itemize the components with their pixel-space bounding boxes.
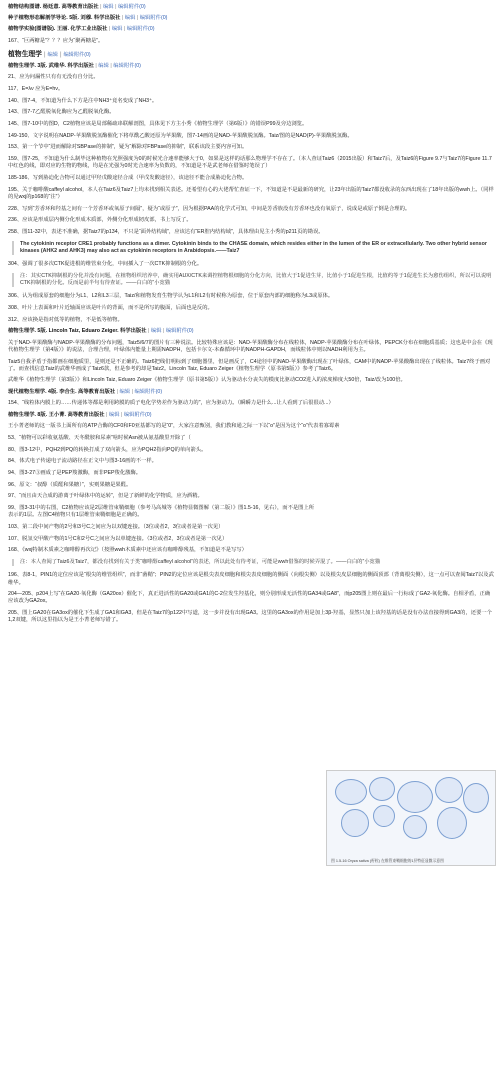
erratum-item: 306、认为组成原套的细胞分为L1、L2和L3三层，Taiz/和植物发育生物学认为L1和L2有时候称为原套，位于原套内部的细胞称为L3或原体。 [8, 293, 334, 300]
erratum-item: 304、强调了很多次CTK促进根的维管束分化，中间插入了一次CTK抑制根的分化。 [8, 261, 203, 268]
erratum-item: 195、关于咖啡酸caffeyl alcohol，本人在Taiz6及Taiz7上均未找到相关表述。还希望有心的大佬帮忙查证一下，不知道是不是最新的研究，让23年出版的Taiz7都没收录的东西出现在了18年出版的wwh上。（同样的见wxj的p168的“注”） [8, 186, 494, 200]
book-entry: 植物生理学. 3版. 武维华. 科学出版社 | 编辑 | 编辑附件(0) [8, 63, 141, 70]
edit-attachment-link[interactable]: 编辑附件(0) [123, 412, 152, 419]
edit-attachment-link[interactable]: 编辑附件(0) [165, 328, 194, 335]
erratum-item: 140、图7-4，不知道为什么下方是注中NH3⁺竟名变成了NH3⁺。 [8, 97, 158, 104]
erratum-item: 117、E=λν 应为E=hν。 [8, 85, 64, 92]
erratum-item: 145、图7-10中的图D，C2植物应该是局部稀疏串联解剖图，具体见下方主小秀《植物生理学（第6版）》的错误P99及旁边浏览。 [8, 121, 308, 128]
edit-link[interactable]: 编辑 [111, 26, 123, 33]
erratum-item: 167、“巨两糖是”？？？应为“聚两糖是”。 [8, 37, 104, 44]
section-title: 植物生理学 | 编辑 | 编辑附件(0) [8, 50, 91, 58]
edit-link[interactable]: 编辑 [47, 51, 58, 58]
erratum-item: 308、叶片上表面和叶片近轴面应该是叶片的背面，而不是所写的腹面，后面也是反的。 [8, 304, 213, 311]
erratum-item: 258、图11-32中，表述不准确，据Taiz7的p134，不只是“面外结构域”，应该达有“ER腔内结构域”，具体理由见主小秀的p211页的勘误。 [8, 229, 324, 236]
erratum-item: 21、应为问漏性只有有无没有自分比。 [8, 74, 99, 81]
book-entry: 植物生理学. 5版. Lincoln Taiz, Eduaro Zeiger. 科学出版社 | 编辑 | 编辑附件(0) [8, 328, 194, 335]
erratum-item: 84、体式电子传递电子流动路径在正文中与图3-16画的不一样。 [8, 458, 157, 465]
micrograph-image [326, 770, 496, 866]
erratum-item: 103、第二段中间产物的2号和3号C之间应为以双键连接。（3位或者2，3位或者是第一次见） [8, 524, 224, 531]
cell-shape [403, 815, 427, 839]
erratum-item: 159、图7-25，不知道为什么制毕这种植物在光照强度为0的时候光合速率能够大于0，如果是这样的话那么物理学不存在了。（本人查证Taiz6（2015出版）和Taiz7后，及Taiz6的Figure 9.7与Taiz7的Figure 11.7中红色的线，即对应的生物的物线，均是在光强为0时光合速率为负数的，不知道是不是武老师在借鉴时笔误了） [8, 156, 492, 170]
cell-shape [341, 809, 369, 837]
erratum-item: 185-186、写到胁迫化合物可以通过甲羟戊酸途径合成（甲戊发酸途径），该途径不能合成胁迫化合物。 [8, 175, 248, 182]
erratum-item: 99、图3-31中的右图，C2植物应该是2层维管束鞘细胞（参考马高城等《植物显微图解（第二版）》图1.5-16，见右），而不是图上所表示的1层。左图C4植物只有1层维管束鞘细胞是正确的。 [8, 505, 315, 519]
blockquote: 注：其实CTK抑制根的分化并没有问题，在植物组织培养中，确实用AUX/CTK来调控植物根细胞的分化方向，比值大于1促进生芽，比值小于1促进生根，比值约等于1促进生长为愈伤组织，所以可以说明CTK抑制根的分化。反而是前半句有待查证。——白白的”小宽猫 [12, 273, 495, 287]
edit-attachment-link[interactable]: 编辑附件(0) [134, 389, 163, 396]
erratum-item: 153、第一个节中“进而解除对SBPase的抑制”，疑为“解除对FBPase的抑制”，联系该段主要内容可知。 [8, 144, 248, 151]
cell-shape [373, 805, 395, 827]
erratum-item: 204—205、p204上写“在GA20·氧化酶（GA20ox）催化下，真正进活性的GA20或GA1的C-2位发生羟基化，则分别形成无活性的GA34或GA8”，而p205图上则在最后一行标成了GA2-氧化酶。自相矛盾，正确应该改为GA2ox。 [8, 591, 491, 605]
paragraph: Taiz5自我矛盾于指都画在细胞质里，是则还是不正确的。Taiz6把线们明标到了细胞器里，但是画反了，C4途径中的NAD-苹果酸酶出现在了叶绿体，CAM中的NADP-苹果酸酶出现在了线粒体。Taiz7终于画对了。而查找信息Taiz的武维华画成了Taiz6款，但是参考的却是Taiz2。Lincoln Taiz, Eduaro Zeiger《植物生理学（原书第5版）》参考了Taiz6。 [8, 358, 491, 372]
erratum-item: 94、图3-27③画成了是PEP羧激酶，而非PEP羧化激酶。 [8, 470, 142, 477]
figure-caption: 图 1.5-16 Oryza sativa (籽粒) 在维管束鞘细胞的1层特征显微示意图 [331, 858, 444, 863]
edit-attachment-link[interactable]: 编辑附件(0) [63, 51, 91, 58]
cell-shape [437, 807, 467, 839]
paragraph: 关于NAD-苹果酸酶与NADP-苹果酸酶的分布问题，Taiz5/6/7的图片有三种说法。比较特殊应该是：NAD-苹果酸酶分布在线粒体，NADP-苹果酸酶分布在叶绿体，PEPCK分布在细胞质基质；这也是中会在《现代植物生理学（第4版）》的说法，合理合理，叶绿体内能量上期需NADPH，包括卡尔文-本森循环中的NADPH-GAPDH，而线粒体中则以NADH利用为主。 [8, 339, 493, 353]
cell-shape [335, 779, 367, 805]
edit-link[interactable]: 编辑 [150, 328, 162, 335]
edit-attachment-link[interactable]: 编辑附件(0) [139, 15, 168, 22]
edit-link[interactable]: 编辑 [108, 412, 120, 419]
erratum-item: 53、“植物可以彩收氨基酸、天冬酰胺和尿素”啥时候Asn被从氨基酸里开除了（ [8, 434, 191, 441]
erratum-item: 107、脱氢交甲酸产物的1号C和2号C之间应为以单键连接。（3位或者2，3位或者是第一次见） [8, 535, 228, 542]
edit-attachment-link[interactable]: 编辑附件(0) [126, 26, 155, 33]
erratum-item: 80、图3-12中，PQH2到PQ的转换打成了双向箭头，应为PQH2指向PQ的单向箭头。 [8, 446, 207, 453]
erratum-item: 236、应该是形成层内侧分化形成木质部，外侧分化形成韧皮部，书上写反了。 [8, 217, 192, 224]
erratum-item: 154、“线粒体内膜上的……传递体等都是利用跨膜的质子电化学势差作为驱动力的”，应为驱动力。（瞬瞬力是什么...让人看到了后很很动...） [8, 400, 334, 407]
edit-attachment-link[interactable]: 编辑附件(0) [113, 63, 141, 70]
erratum-item: 149-150、文字说明在NADP-苹果酸脱氢酶催化下将草酰乙酸还原为苹果酸，图7-14画的是NAD-苹果酸脱氢酶。Taiz/图的是NAD(P)-苹果酸脱氢酶。 [8, 132, 353, 139]
erratum-item: 王小菁老师的这一版书上面所有的ATP合酶的CF0和F0亚基都写的是“0”，大家注意甄别，我们教和通之际一下以“o”是因为这个“o”代表着寡霉素 [8, 423, 340, 430]
edit-attachment-link[interactable]: 编辑附件(0) [117, 4, 146, 10]
book-entry: 种子植物形态解剖学导论. 5版. 刘穆. 科学出版社 | 编辑 | 编辑附件(0) [8, 15, 168, 22]
cell-shape [369, 777, 395, 801]
edit-link[interactable]: 编辑 [103, 4, 114, 10]
erratum-item: 196、表8-1，PIN1的定位应该是“根尖的维管组织”，而非“菌鞘”；PIN2的定位应该是根尖表皮细胞和根尖表皮细胞的侧面（向根尖侧）以及根尖皮层细胞的侧面顶部（背离根尖侧），这一点可以查阅Taiz7以及武维华。 [8, 572, 494, 586]
edit-link[interactable]: 编辑 [119, 389, 131, 396]
erratum-item: 205、图上GA20在GA3ox的催化下生成了GA1和GA3，但是在Taiz7的p122中写道，这一步并没有出现GA3。这里的GA3ox的作用是加上3β-羟基，显然只加上该羟基的话是没有办法直接得到GA3的，还要一个1,2双键，所以这里指以为是王小菁老师写错了。 [8, 610, 492, 624]
book-entry: 现代植物生理学. 4版. 李合生. 高等教育出版社 | 编辑 | 编辑附件(0) [8, 389, 163, 396]
cell-shape [435, 777, 463, 803]
edit-link[interactable]: 编辑 [98, 63, 109, 70]
blockquote: The cytokinin receptor CRE1 probably functions as a dimer. Cytokinin binds to the CHASE domain, which resides either in the lumen of the ER or extracellularly. Two other hybrid sensor kinases (AHK2 and AHK3) may also act as cytokinin receptors in Arabidopsis.——Taiz7 [12, 241, 495, 255]
erratum-item: 97、“而且由天合成的游离于叶绿体中的运转”，但是了新鲜的化学物质，应为酒精。 [8, 493, 203, 500]
erratum-item: 312、应该换是指对低等的植物，不是低等植物。 [8, 316, 123, 323]
cell-shape [397, 781, 433, 813]
blockquote: 注：本人查阅了Taiz6及Taiz7，都没有找到有关于类“咖啡醇caffeyl alcohol”的表述，所以此处有待考证，可能是wwh借鉴的时候弄混了。——白白的”小宽猫 [12, 559, 495, 566]
erratum-item: 96、原文：“叔醇（质醛和果糖）”，实则果糖是果醛。 [8, 481, 132, 488]
erratum-item: 228、写到“芳香环和羟基之间有一个芳香环或氧原子间隔”，疑为“或原子”，因为根据PAA的化学式可知，中间是芳香族没有芳香环也没有氧原子，说成是或原子倒是合理的。 [8, 205, 411, 212]
paragraph: 武维华《植物生理学（第3版）》和Lincoln Taiz, Eduaro Zeiger《植物生理学（原书第5版）》认为驱动水分丧失的模度比驱动CO2进入的浓度梯度大50倍，Taiz/改为100倍。 [8, 377, 406, 384]
cell-shape [463, 783, 489, 813]
book-entry: 植物生理学. 8版. 王小菁. 高等教育出版社 | 编辑 | 编辑附件(0) [8, 412, 152, 419]
book-entry: 植物结构图谱. 杨廷意. 高等教育出版社 | 编辑 | 编辑附件(0) [8, 4, 146, 10]
erratum-item: 143、图7-7乙醛脱氧化酶应为乙醛脱氧化酶。 [8, 109, 115, 116]
edit-link[interactable]: 编辑 [124, 15, 136, 22]
erratum-item: 168、《wxj特制木质素之咖啡醇再次记》（按照wwh木质素中还应该有咖啡醇残基，不知道是不是写写） [8, 547, 247, 554]
book-entry: 植物学实验(图谱版). 王丽. 化学工业出版社 | 编辑 | 编辑附件(0) [8, 26, 155, 33]
